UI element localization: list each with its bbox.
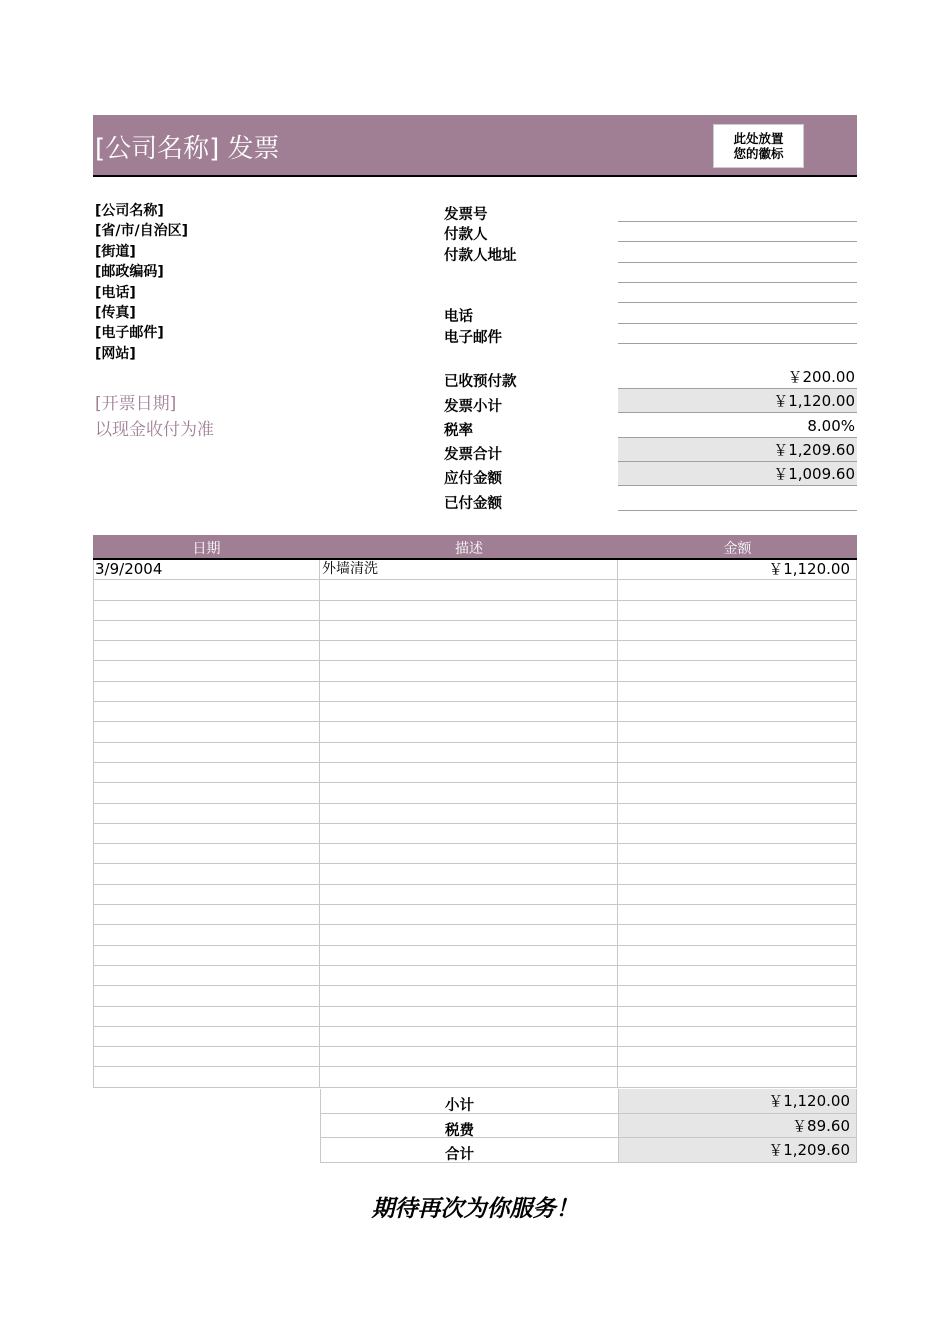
item-amount-cell[interactable] xyxy=(618,925,857,944)
item-description-cell[interactable] xyxy=(320,925,618,944)
item-amount-cell[interactable] xyxy=(618,783,857,802)
table-row xyxy=(93,601,857,621)
invoice-total-value: ￥1,209.60 xyxy=(618,438,857,462)
item-amount-cell[interactable] xyxy=(618,885,857,904)
item-description-cell[interactable] xyxy=(320,844,618,863)
item-date-cell[interactable] xyxy=(93,1047,320,1066)
item-date-cell[interactable] xyxy=(93,601,320,620)
item-amount-cell[interactable] xyxy=(618,601,857,620)
total-tax-label: 税费 xyxy=(445,1122,474,1139)
amount-paid-label: 已付金额 xyxy=(444,496,502,512)
company-email: [电子邮件] xyxy=(95,325,164,341)
table-row xyxy=(93,783,857,803)
company-fax: [传真] xyxy=(95,305,136,321)
item-date-cell[interactable] xyxy=(93,743,320,762)
total-subtotal-label-cell xyxy=(320,1089,618,1114)
item-date-cell[interactable] xyxy=(93,966,320,985)
item-description-cell[interactable] xyxy=(320,905,618,924)
column-header-date: 日期 xyxy=(192,541,221,557)
company-name: [公司名称] xyxy=(95,203,164,219)
item-amount-cell[interactable] xyxy=(618,1027,857,1046)
item-description-cell[interactable] xyxy=(320,601,618,620)
item-description-cell[interactable] xyxy=(320,702,618,721)
item-date-cell[interactable] xyxy=(93,905,320,924)
item-amount-cell[interactable] xyxy=(618,864,857,883)
item-description-cell[interactable] xyxy=(320,743,618,762)
payer-address-label: 付款人地址 xyxy=(444,248,517,264)
item-date-cell[interactable] xyxy=(93,844,320,863)
table-row xyxy=(93,885,857,905)
table-row xyxy=(93,946,857,966)
payment-terms: 以现金收付为准 xyxy=(95,420,214,440)
payer-address-field-2[interactable] xyxy=(618,282,857,283)
table-row xyxy=(93,986,857,1006)
item-amount-cell[interactable]: ￥1,120.00 xyxy=(618,560,857,579)
table-row xyxy=(93,580,857,600)
item-description-cell[interactable] xyxy=(320,580,618,599)
item-amount-cell[interactable] xyxy=(618,966,857,985)
table-row xyxy=(93,743,857,763)
item-date-cell[interactable] xyxy=(93,1007,320,1026)
table-row xyxy=(93,804,857,824)
company-province: [省/市/自治区] xyxy=(95,223,189,239)
item-amount-cell[interactable] xyxy=(618,682,857,701)
table-row xyxy=(93,1027,857,1047)
grand-total-label-cell xyxy=(320,1138,618,1163)
company-website: [网站] xyxy=(95,346,136,362)
item-date-cell[interactable] xyxy=(93,641,320,660)
payer-label: 付款人 xyxy=(444,227,488,243)
item-date-cell[interactable] xyxy=(93,1067,320,1086)
item-description-cell[interactable] xyxy=(320,1007,618,1026)
payer-email-field[interactable] xyxy=(618,343,857,344)
invoice-subtotal-value: ￥1,120.00 xyxy=(618,389,857,413)
item-date-cell[interactable] xyxy=(93,621,320,640)
table-row xyxy=(93,641,857,661)
item-date-cell[interactable] xyxy=(93,804,320,823)
grand-total-label: 合计 xyxy=(445,1147,474,1163)
item-amount-cell[interactable] xyxy=(618,580,857,599)
table-row xyxy=(93,966,857,986)
item-date-cell[interactable] xyxy=(93,783,320,802)
grand-total-value: ￥1,209.60 xyxy=(618,1138,857,1163)
item-date-cell[interactable] xyxy=(93,1027,320,1046)
item-description-cell[interactable] xyxy=(320,986,618,1005)
invoice-number-field[interactable] xyxy=(618,221,857,222)
table-row xyxy=(93,844,857,864)
item-amount-cell[interactable] xyxy=(618,722,857,741)
item-amount-cell[interactable] xyxy=(618,804,857,823)
item-description-cell[interactable] xyxy=(320,966,618,985)
payer-address-field[interactable] xyxy=(618,262,857,263)
item-description-cell[interactable] xyxy=(320,946,618,965)
item-amount-cell[interactable] xyxy=(618,702,857,721)
table-row xyxy=(93,722,857,742)
item-description-cell[interactable]: 外墙清洗 xyxy=(320,560,618,579)
table-row xyxy=(93,661,857,681)
items-table-body xyxy=(93,560,857,1088)
table-row xyxy=(93,905,857,925)
company-street: [街道] xyxy=(95,244,136,260)
item-amount-cell[interactable] xyxy=(618,986,857,1005)
logo-line-1: 此处放置 xyxy=(733,131,784,146)
item-description-cell[interactable] xyxy=(320,1047,618,1066)
item-amount-cell[interactable] xyxy=(618,946,857,965)
table-row xyxy=(93,824,857,844)
amount-paid-value[interactable] xyxy=(618,487,857,511)
item-description-cell[interactable] xyxy=(320,864,618,883)
logo-placeholder[interactable] xyxy=(713,124,804,168)
item-date-cell[interactable] xyxy=(93,824,320,843)
amount-due-label: 应付金额 xyxy=(444,471,502,487)
item-description-cell[interactable] xyxy=(320,763,618,782)
item-description-cell[interactable] xyxy=(320,722,618,741)
item-description-cell[interactable] xyxy=(320,661,618,680)
item-description-cell[interactable] xyxy=(320,1067,618,1086)
payer-phone-label: 电话 xyxy=(444,309,473,325)
column-header-description: 描述 xyxy=(455,541,483,557)
item-date-cell[interactable] xyxy=(93,925,320,944)
company-postcode: [邮政编码] xyxy=(95,264,164,280)
payer-field[interactable] xyxy=(618,241,857,242)
item-description-cell[interactable] xyxy=(320,804,618,823)
item-date-cell[interactable] xyxy=(93,885,320,904)
prepaid-value[interactable]: ￥200.00 xyxy=(618,365,857,389)
item-amount-cell[interactable] xyxy=(618,661,857,680)
item-amount-cell[interactable] xyxy=(618,763,857,782)
invoice-subtotal-label: 发票小计 xyxy=(444,399,502,415)
total-tax-label-cell xyxy=(320,1114,618,1139)
item-amount-cell[interactable] xyxy=(618,905,857,924)
item-date-cell[interactable] xyxy=(93,661,320,680)
item-description-cell[interactable] xyxy=(320,783,618,802)
total-subtotal-label: 小计 xyxy=(445,1098,474,1114)
table-row xyxy=(93,1007,857,1027)
item-amount-cell[interactable] xyxy=(618,844,857,863)
prepaid-label: 已收预付款 xyxy=(444,374,517,390)
item-description-cell[interactable] xyxy=(320,682,618,701)
item-date-cell[interactable] xyxy=(93,722,320,741)
table-row xyxy=(93,682,857,702)
item-amount-cell[interactable] xyxy=(618,743,857,762)
invoice-number-label: 发票号 xyxy=(444,207,488,223)
item-description-cell[interactable] xyxy=(320,621,618,640)
column-header-amount: 金额 xyxy=(723,541,752,557)
invoice-date: [开票日期] xyxy=(95,394,177,414)
item-amount-cell[interactable] xyxy=(618,824,857,843)
item-date-cell[interactable] xyxy=(93,580,320,599)
table-row xyxy=(93,702,857,722)
item-description-cell[interactable] xyxy=(320,641,618,660)
total-subtotal-value: ￥1,120.00 xyxy=(618,1089,857,1114)
total-tax-value: ￥89.60 xyxy=(618,1114,857,1139)
item-amount-cell[interactable] xyxy=(618,641,857,660)
item-description-cell[interactable] xyxy=(320,824,618,843)
item-amount-cell[interactable] xyxy=(618,1047,857,1066)
item-description-cell[interactable] xyxy=(320,1027,618,1046)
table-row xyxy=(93,864,857,884)
table-row xyxy=(93,621,857,641)
item-date-cell[interactable]: 3/9/2004 xyxy=(93,560,320,579)
invoice-total-label: 发票合计 xyxy=(444,447,502,463)
table-row xyxy=(93,1047,857,1067)
item-description-cell[interactable] xyxy=(320,885,618,904)
tax-rate-value[interactable]: 8.00% xyxy=(618,414,857,438)
item-date-cell[interactable] xyxy=(93,682,320,701)
payer-address-field-3[interactable] xyxy=(618,302,857,303)
logo-line-2: 您的徽标 xyxy=(733,146,784,161)
invoice-title: [公司名称] 发票 xyxy=(95,134,280,164)
tax-rate-label: 税率 xyxy=(444,423,473,439)
item-date-cell[interactable] xyxy=(93,763,320,782)
thank-you-message: 期待再次为你服务！ xyxy=(371,1195,579,1222)
item-date-cell[interactable] xyxy=(93,702,320,721)
payer-email-label: 电子邮件 xyxy=(444,330,502,346)
amount-due-value: ￥1,009.60 xyxy=(618,462,857,486)
item-date-cell[interactable] xyxy=(93,864,320,883)
table-row xyxy=(93,560,857,580)
table-row xyxy=(93,925,857,945)
item-amount-cell[interactable] xyxy=(618,621,857,640)
item-amount-cell[interactable] xyxy=(618,1067,857,1086)
item-date-cell[interactable] xyxy=(93,946,320,965)
table-row xyxy=(93,763,857,783)
payer-phone-field[interactable] xyxy=(618,323,857,324)
company-phone: [电话] xyxy=(95,285,136,301)
item-amount-cell[interactable] xyxy=(618,1007,857,1026)
item-date-cell[interactable] xyxy=(93,986,320,1005)
table-row xyxy=(93,1067,857,1087)
